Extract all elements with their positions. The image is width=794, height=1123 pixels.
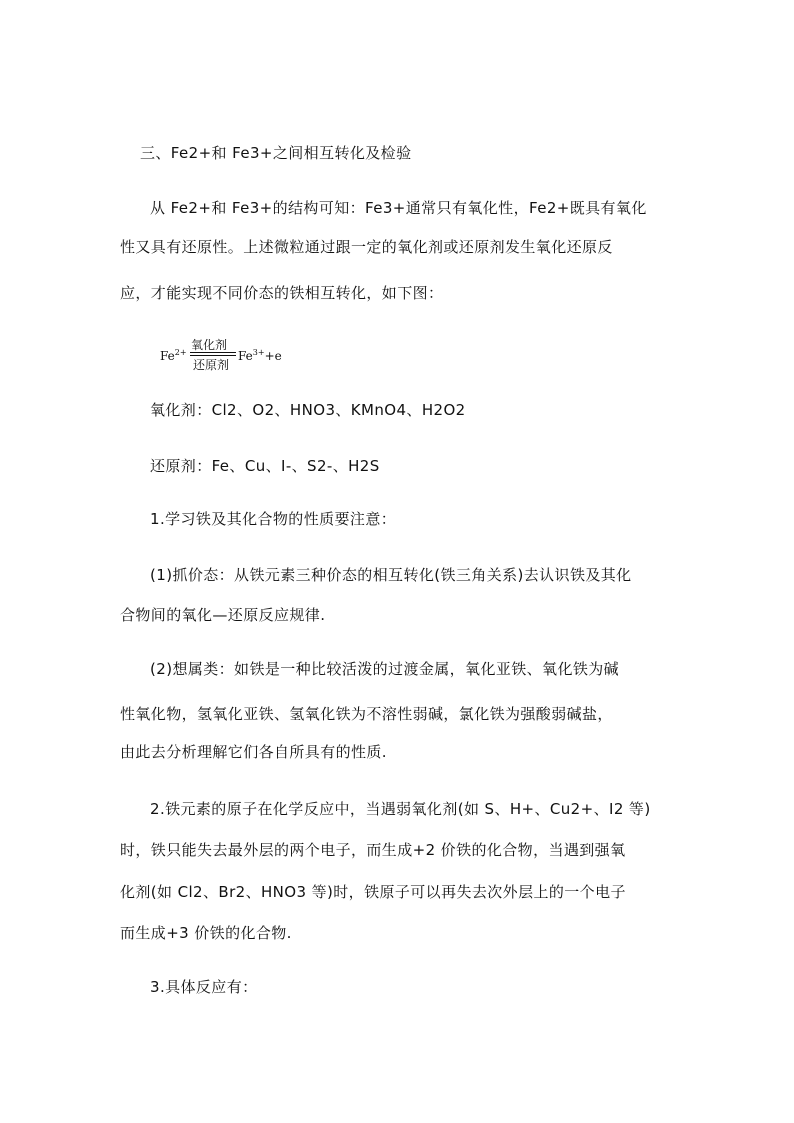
point2-line-4: 而生成+3 价铁的化合物. xyxy=(120,924,292,942)
formula-right-species xyxy=(238,348,282,363)
point2-line-1: 2.铁元素的原子在化学反应中，当遇弱氧化剂(如 S、H+、Cu2+、I2 等) xyxy=(150,800,651,818)
formula-right-tail: +e xyxy=(264,349,282,363)
note1-line-2: 合物间的氧化—还原反应规律. xyxy=(120,606,326,624)
formula-below-arrow-label: 还原剂 xyxy=(193,358,230,372)
formula-right-base: Fe xyxy=(238,349,253,363)
reducers-line: 还原剂：Fe、Cu、I-、S2-、H2S xyxy=(150,457,380,475)
formula-left-charge: 2+ xyxy=(174,348,187,357)
point3-line: 3.具体反应有： xyxy=(150,978,258,996)
arrow-bar-upper xyxy=(190,352,236,353)
formula-left-base: Fe xyxy=(160,349,175,363)
equilibrium-arrow xyxy=(190,336,236,372)
note-title: 1.学习铁及其化合物的性质要注意： xyxy=(150,510,397,528)
point2-line-2: 时，铁只能失去最外层的两个电子，而生成+2 价铁的化合物，当遇到强氧 xyxy=(120,841,626,859)
point2-line-3: 化剂(如 Cl2、Br2、HNO3 等)时，铁原子可以再失去次外层上的一个电子 xyxy=(120,883,626,901)
section-heading: 三、Fe2+和 Fe3+之间相互转化及检验 xyxy=(140,144,412,162)
note1-line-1: (1)抓价态：从铁元素三种价态的相互转化(铁三角关系)去认识铁及其化 xyxy=(150,566,632,584)
intro-line-2: 性又具有还原性。上述微粒通过跟一定的氧化剂或还原剂发生氧化还原反 xyxy=(120,238,613,256)
note2-line-2: 性氧化物，氢氧化亚铁、氢氧化铁为不溶性弱碱，氯化铁为强酸弱碱盐， xyxy=(120,705,613,723)
formula-right-charge: 3+ xyxy=(252,348,265,357)
note2-line-3: 由此去分析理解它们各自所具有的性质. xyxy=(120,743,387,761)
intro-line-3: 应，才能实现不同价态的铁相互转化，如下图： xyxy=(120,284,444,302)
intro-line-1: 从 Fe2+和 Fe3+的结构可知：Fe3+通常只有氧化性，Fe2+既具有氧化 xyxy=(150,199,647,217)
formula-above-arrow-label: 氧化剂 xyxy=(191,338,228,352)
oxidizers-line: 氧化剂：Cl2、O2、HNO3、KMnO4、H2O2 xyxy=(150,401,466,419)
formula-left-species xyxy=(160,348,187,363)
note2-line-1: (2)想属类：如铁是一种比较活泼的过渡金属，氧化亚铁、氧化铁为碱 xyxy=(150,660,620,678)
